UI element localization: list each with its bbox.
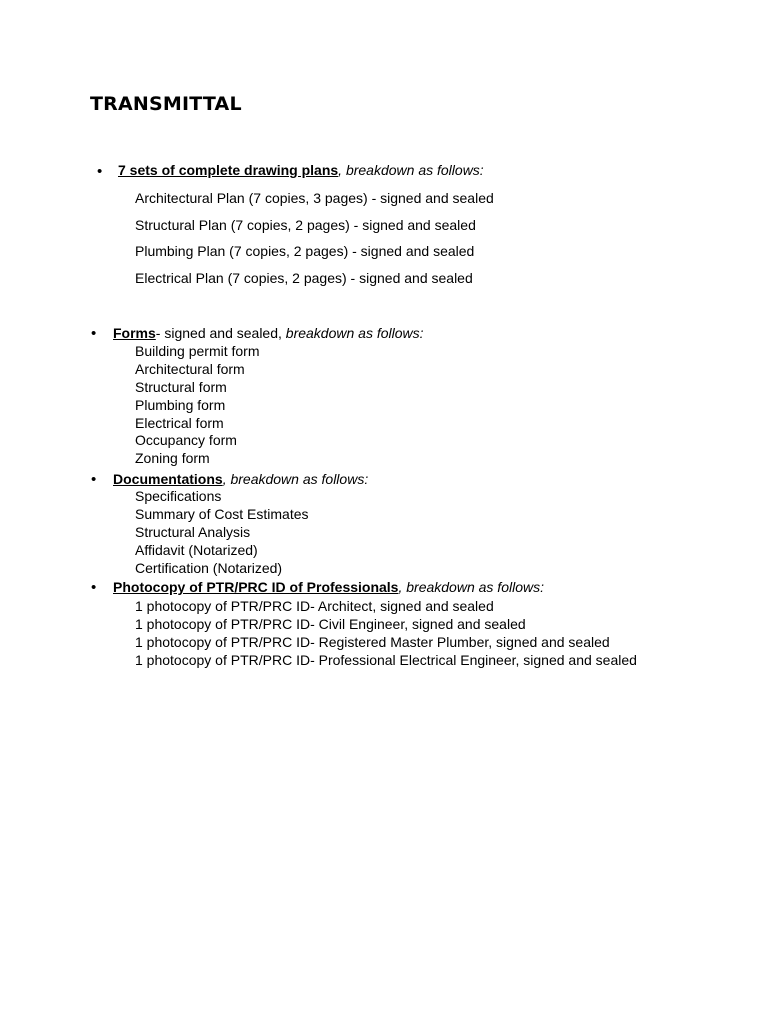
list-item: Electrical Plan (7 copies, 2 pages) - signed and sealed bbox=[135, 269, 473, 286]
list-item: Zoning form bbox=[135, 450, 210, 467]
forms-list bbox=[135, 343, 260, 468]
list-item: 1 photocopy of PTR/PRC ID- Civil Engineer, signed and sealed bbox=[135, 615, 526, 632]
list-item: 1 photocopy of PTR/PRC ID- Registered Master Plumber, signed and sealed bbox=[135, 633, 610, 650]
list-item: Electrical form bbox=[135, 414, 224, 431]
list-item: Plumbing form bbox=[135, 396, 226, 413]
list-item: Architectural Plan (7 copies, 3 pages) - signed and sealed bbox=[135, 190, 494, 206]
bullet-icon: • bbox=[97, 163, 103, 180]
bullet-icon: • bbox=[91, 471, 97, 488]
section-heading-suffix: , breakdown as follows: bbox=[398, 579, 544, 595]
list-item: Certification (Notarized) bbox=[135, 559, 283, 576]
list-item: Plumbing Plan (7 copies, 2 pages) - signed and sealed bbox=[135, 243, 475, 260]
list-item: Architectural form bbox=[135, 360, 245, 377]
drawing-plans-list bbox=[135, 185, 494, 291]
section-heading-forms bbox=[113, 324, 424, 342]
section-heading-label: Forms bbox=[113, 325, 156, 341]
bullet-icon: • bbox=[91, 325, 97, 342]
list-item: Structural form bbox=[135, 378, 227, 395]
documentations-list bbox=[135, 488, 309, 577]
list-item: Occupancy form bbox=[135, 432, 237, 449]
section-heading-suffix: , breakdown as follows: bbox=[222, 471, 369, 487]
list-item: Affidavit (Notarized) bbox=[135, 541, 258, 558]
section-heading-label: Photocopy of PTR/PRC ID of Professionals bbox=[113, 579, 399, 595]
list-item: Building permit form bbox=[135, 343, 260, 359]
list-item: Structural Analysis bbox=[135, 523, 251, 540]
section-heading-note: - signed and sealed, bbox=[155, 325, 286, 341]
list-item: Specifications bbox=[135, 488, 222, 504]
document-title: TRANSMITTAL bbox=[90, 93, 242, 115]
section-heading-suffix: , breakdown as follows: bbox=[338, 162, 484, 178]
section-heading-photocopies bbox=[113, 578, 544, 596]
list-item: 1 photocopy of PTR/PRC ID- Professional Electrical Engineer, signed and sealed bbox=[135, 651, 637, 668]
section-heading-label: Documentations bbox=[113, 471, 223, 487]
photocopies-list bbox=[135, 598, 637, 670]
section-heading-suffix: breakdown as follows: bbox=[285, 325, 424, 341]
bullet-icon: • bbox=[91, 579, 97, 596]
list-item: Structural Plan (7 copies, 2 pages) - signed and sealed bbox=[135, 216, 476, 233]
list-item: 1 photocopy of PTR/PRC ID- Architect, signed and sealed bbox=[135, 598, 494, 614]
section-heading-documentations bbox=[113, 470, 368, 488]
section-heading-label: 7 sets of complete drawing plans bbox=[118, 162, 339, 178]
section-heading-drawing-plans bbox=[118, 161, 484, 179]
list-item: Summary of Cost Estimates bbox=[135, 505, 309, 522]
